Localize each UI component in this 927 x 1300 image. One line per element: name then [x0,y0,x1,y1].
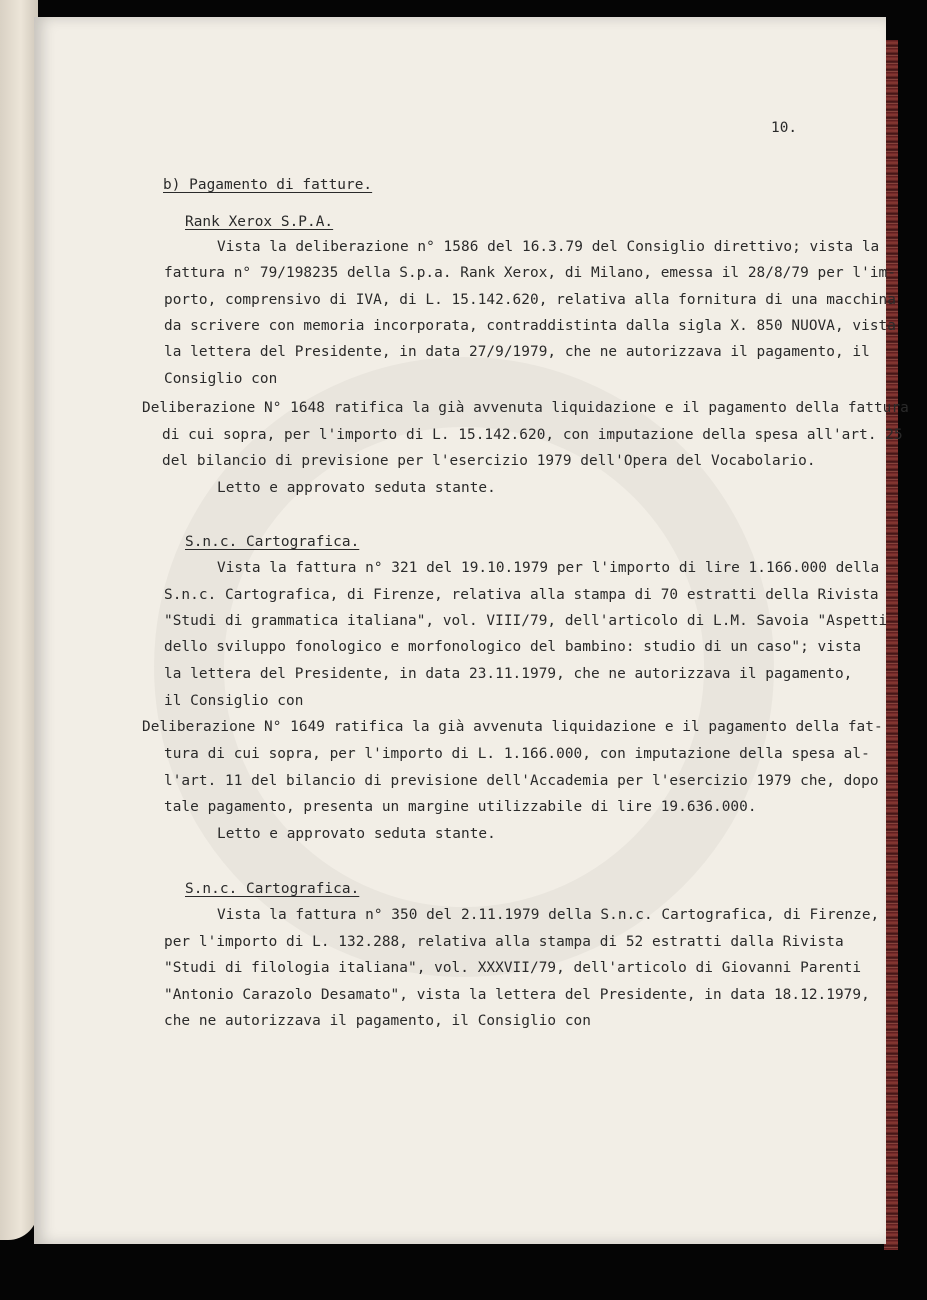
entry-line: Vista la fattura n° 350 del 2.11.1979 della S.n.c. Cartografica, di Firenze, [217,907,880,923]
entry-line: tale pagamento, presenta un margine utilizzabile di lire 19.636.000. [164,799,757,815]
deliberation-line: Deliberazione N° 1648 ratifica la già avvenuta liquidazione e il pagamento della fattura [142,400,909,416]
approval-line: Letto e approvato seduta stante. [217,826,496,842]
entry-heading: Rank Xerox S.P.A. [185,214,334,230]
entry-line: "Studi di filologia italiana", vol. XXXVII/79, dell'articolo di Giovanni Parenti [164,960,862,976]
entry-line: del bilancio di previsione per l'esercizio 1979 dell'Opera del Vocabolario. [162,453,816,469]
entry-line: tura di cui sopra, per l'importo di L. 1.166.000, con imputazione della spesa al- [164,746,870,762]
document-page [34,17,909,1244]
entry-line: porto, comprensivo di IVA, di L. 15.142.620, relativa alla fornitura di una macchina [164,292,896,308]
book-binding-edge [884,40,898,1250]
entry-line: per l'importo di L. 132.288, relativa alla stampa di 52 estratti dalla Rivista [164,934,844,950]
entry-line: l'art. 11 del bilancio di previsione dell'Accademia per l'esercizio 1979 che, dopo [164,773,879,789]
section-heading: b) Pagamento di fatture. [163,177,373,193]
facing-page-edge [0,0,38,1240]
entry-line: la lettera del Presidente, in data 27/9/1979, che ne autorizzava il pagamento, il [164,344,870,360]
entry-line: fattura n° 79/198235 della S.p.a. Rank Xerox, di Milano, emessa il 28/8/79 per l'im- [164,265,896,281]
entry-heading: S.n.c. Cartografica. [185,881,360,897]
approval-line: Letto e approvato seduta stante. [217,480,496,496]
entry-line: Vista la deliberazione n° 1586 del 16.3.79 del Consiglio direttivo; vista la [217,239,880,255]
entry-line: da scrivere con memoria incorporata, contraddistinta dalla sigla X. 850 NUOVA, vista [164,318,896,334]
deliberation-line: Deliberazione N° 1649 ratifica la già avvenuta liquidazione e il pagamento della fat- [142,719,883,735]
entry-line: "Antonio Carazolo Desamato", vista la lettera del Presidente, in data 18.12.1979, [164,987,870,1003]
entry-line: la lettera del Presidente, in data 23.11.1979, che ne autorizzava il pagamento, [164,666,853,682]
entry-line: dello sviluppo fonologico e morfonologico del bambino: studio di un caso"; vista [164,639,862,655]
entry-line: di cui sopra, per l'importo di L. 15.142.620, con imputazione della spesa all'art. 25 [162,427,903,443]
entry-line: che ne autorizzava il pagamento, il Consiglio con [164,1013,591,1029]
entry-heading: S.n.c. Cartografica. [185,534,360,550]
entry-line: S.n.c. Cartografica, di Firenze, relativa alla stampa di 70 estratti della Rivista [164,587,879,603]
entry-line: "Studi di grammatica italiana", vol. VIII/79, dell'articolo di L.M. Savoia "Aspetti [164,613,888,629]
entry-line: Vista la fattura n° 321 del 19.10.1979 per l'importo di lire 1.166.000 della [217,560,880,576]
entry-line: Consiglio con [164,371,278,387]
page-number: 10. [771,120,798,136]
entry-line: il Consiglio con [164,693,304,709]
